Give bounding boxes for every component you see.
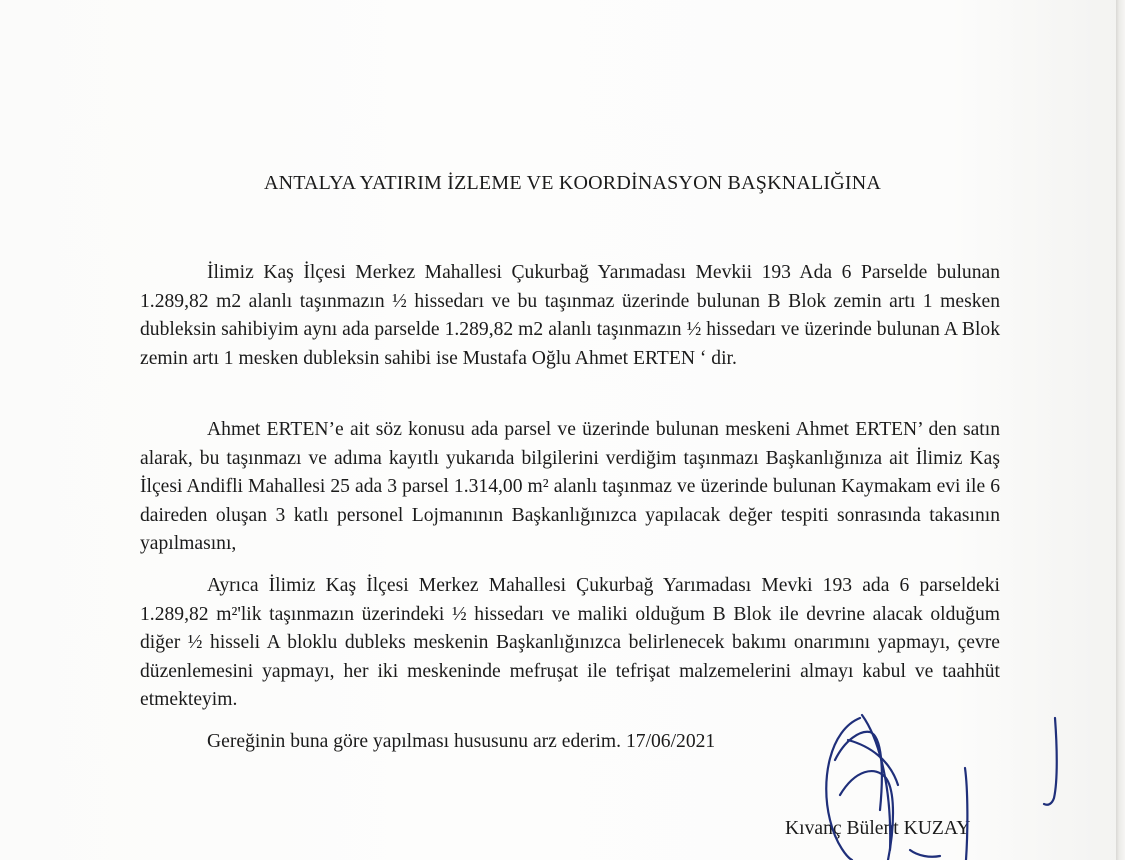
closing-sentence: Gereğinin buna göre yapılması hususunu arz ederim. 17/06/2021 <box>207 731 716 752</box>
signer-name: Kıvanç Bülent KUZAY <box>785 818 971 839</box>
paragraph-2: Ahmet ERTEN’e ait söz konusu ada parsel ve üzerinde bulunan meskeni Ahmet ERTEN’ den satın alarak, bu taşınmazı ve adıma kayıtlı yukarıda bilgilerini verdiğim taşınmazı Başkanlığınıza ait İlimiz Kaş İlçesi Andifli Mahallesi 25 ada 3 parsel 1.314,00 m² alanlı taşınmaz ve üzerinde bulunan Kaymakam evi ile 6 daireden oluşan 3 katlı personel Lojmanının Başkanlığınızca yapılacak değer tespiti sonrasında takasının yapılmasını, <box>140 419 1000 554</box>
document-heading: ANTALYA YATIRIM İZLEME VE KOORDİNASYON BAŞKNALIĞINA <box>263 172 882 194</box>
paragraph-1: İlimiz Kaş İlçesi Merkez Mahallesi Çukurbağ Yarımadası Mevkii 193 Ada 6 Parselde bulunan 1.289,82 m2 alanlı taşınmazın ½ hissedarı ve bu taşınmaz üzerinde bulunan B Blok zemin artı 1 mesken dubleksin sahibiyim aynı ada parselde 1.289,82 m2 alanlı taşınmazın ½ hissedarı ve üzerinde bulunan A Blok zemin artı 1 mesken dubleksin sahibi ise Mustafa Oğlu Ahmet ERTEN ‘ dir. <box>140 262 1000 369</box>
page-edge-shadow <box>1116 0 1125 860</box>
paragraph-3: Ayrıca İlimiz Kaş İlçesi Merkez Mahallesi Çukurbağ Yarımadası Mevki 193 ada 6 parseldeki 1.289,82 m²'lik taşınmazın üzerindeki ½ hissedarı ve maliki olduğum B Blok ile devrine alacak olduğum diğer ½ hisseli A bloklu dubleks meskenin Başkanlığınızca belirlenecek bakımı onarımını yapmayı, çevre düzenlemesini yapmayı, her iki meskeninde mefruşat ile tefrişat malzemelerini almayı kabul ve taahhüt etmekteyim. <box>140 575 1000 710</box>
